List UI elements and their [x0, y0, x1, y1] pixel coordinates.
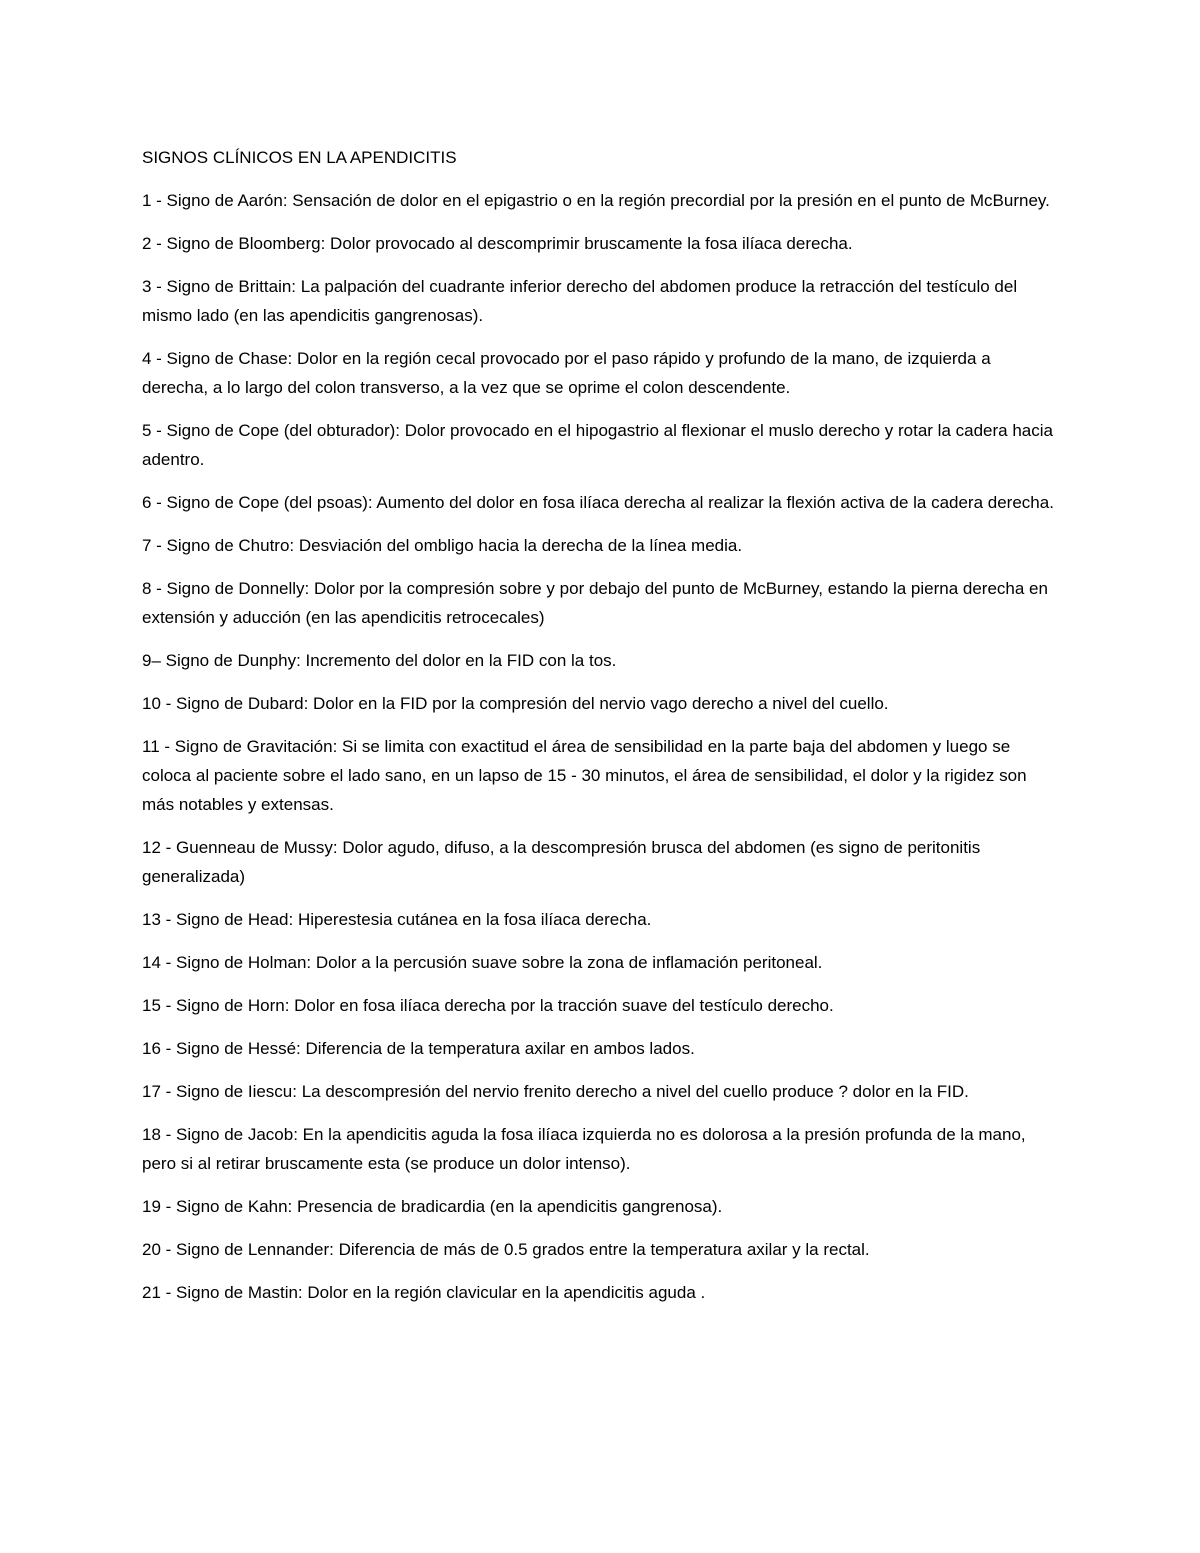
sign-paragraph-19: 19 - Signo de Kahn: Presencia de bradicardia (en la apendicitis gangrenosa). [142, 1197, 723, 1216]
sign-paragraph-1: 1 - Signo de Aarón: Sensación de dolor en el epigastrio o en la región precordial por la presión en el punto de McBurney. [142, 191, 1050, 210]
sign-paragraph-10: 10 - Signo de Dubard: Dolor en la FID por la compresión del nervio vago derecho a nivel del cuello. [142, 694, 889, 713]
sign-paragraph-14: 14 - Signo de Holman: Dolor a la percusión suave sobre la zona de inflamación peritoneal. [142, 953, 823, 972]
sign-paragraph-17: 17 - Signo de Iiescu: La descompresión del nervio frenito derecho a nivel del cuello produce ? dolor en la FID. [142, 1082, 969, 1101]
sign-paragraph-16: 16 - Signo de Hessé: Diferencia de la temperatura axilar en ambos lados. [142, 1039, 695, 1058]
sign-paragraph-8: 8 - Signo de Donnelly: Dolor por la compresión sobre y por debajo del punto de McBurney, estando la pierna derecha en extensión y aducción (en las apendicitis retrocecales) [142, 579, 1048, 627]
sign-paragraph-15: 15 - Signo de Horn: Dolor en fosa ilíaca derecha por la tracción suave del testículo derecho. [142, 996, 834, 1015]
sign-paragraph-12: 12 - Guenneau de Mussy: Dolor agudo, difuso, a la descompresión brusca del abdomen (es signo de peritonitis generalizada) [142, 838, 981, 886]
sign-paragraph-7: 7 - Signo de Chutro: Desviación del ombligo hacia la derecha de la línea media. [142, 536, 743, 555]
sign-paragraph-20: 20 - Signo de Lennander: Diferencia de más de 0.5 grados entre la temperatura axilar y la rectal. [142, 1240, 870, 1259]
sign-paragraph-6: 6 - Signo de Cope (del psoas): Aumento del dolor en fosa ilíaca derecha al realizar la flexión activa de la cadera derecha. [142, 493, 1054, 512]
sign-paragraph-9: 9– Signo de Dunphy: Incremento del dolor en la FID con la tos. [142, 651, 617, 670]
sign-paragraph-5: 5 - Signo de Cope (del obturador): Dolor provocado en el hipogastrio al flexionar el muslo derecho y rotar la cadera hacia adentro. [142, 421, 1053, 469]
sign-paragraph-21: 21 - Signo de Mastin: Dolor en la región clavicular en la apendicitis aguda . [142, 1283, 706, 1302]
document-title: SIGNOS CLÍNICOS EN LA APENDICITIS [142, 148, 457, 167]
sign-paragraph-2: 2 - Signo de Bloomberg: Dolor provocado al descomprimir bruscamente la fosa ilíaca derecha. [142, 234, 853, 253]
sign-paragraph-11: 11 - Signo de Gravitación: Si se limita con exactitud el área de sensibilidad en la parte baja del abdomen y luego se coloca al paciente sobre el lado sano, en un lapso de 15 - 30 minutos, el área de sensibilidad, el dolor y la rigidez son más notables y extensas. [142, 737, 1027, 814]
sign-paragraph-4: 4 - Signo de Chase: Dolor en la región cecal provocado por el paso rápido y profundo de la mano, de izquierda a derecha, a lo largo del colon transverso, a la vez que se oprime el colon descendente. [142, 349, 991, 397]
document-page [142, 143, 1057, 1321]
sign-paragraph-13: 13 - Signo de Head: Hiperestesia cutánea en la fosa ilíaca derecha. [142, 910, 652, 929]
sign-paragraph-3: 3 - Signo de Brittain: La palpación del cuadrante inferior derecho del abdomen produce la retracción del testículo del mismo lado (en las apendicitis gangrenosas). [142, 277, 1018, 325]
sign-paragraph-18: 18 - Signo de Jacob: En la apendicitis aguda la fosa ilíaca izquierda no es dolorosa a la presión profunda de la mano, pero si al retirar bruscamente esta (se produce un dolor intenso). [142, 1125, 1026, 1173]
